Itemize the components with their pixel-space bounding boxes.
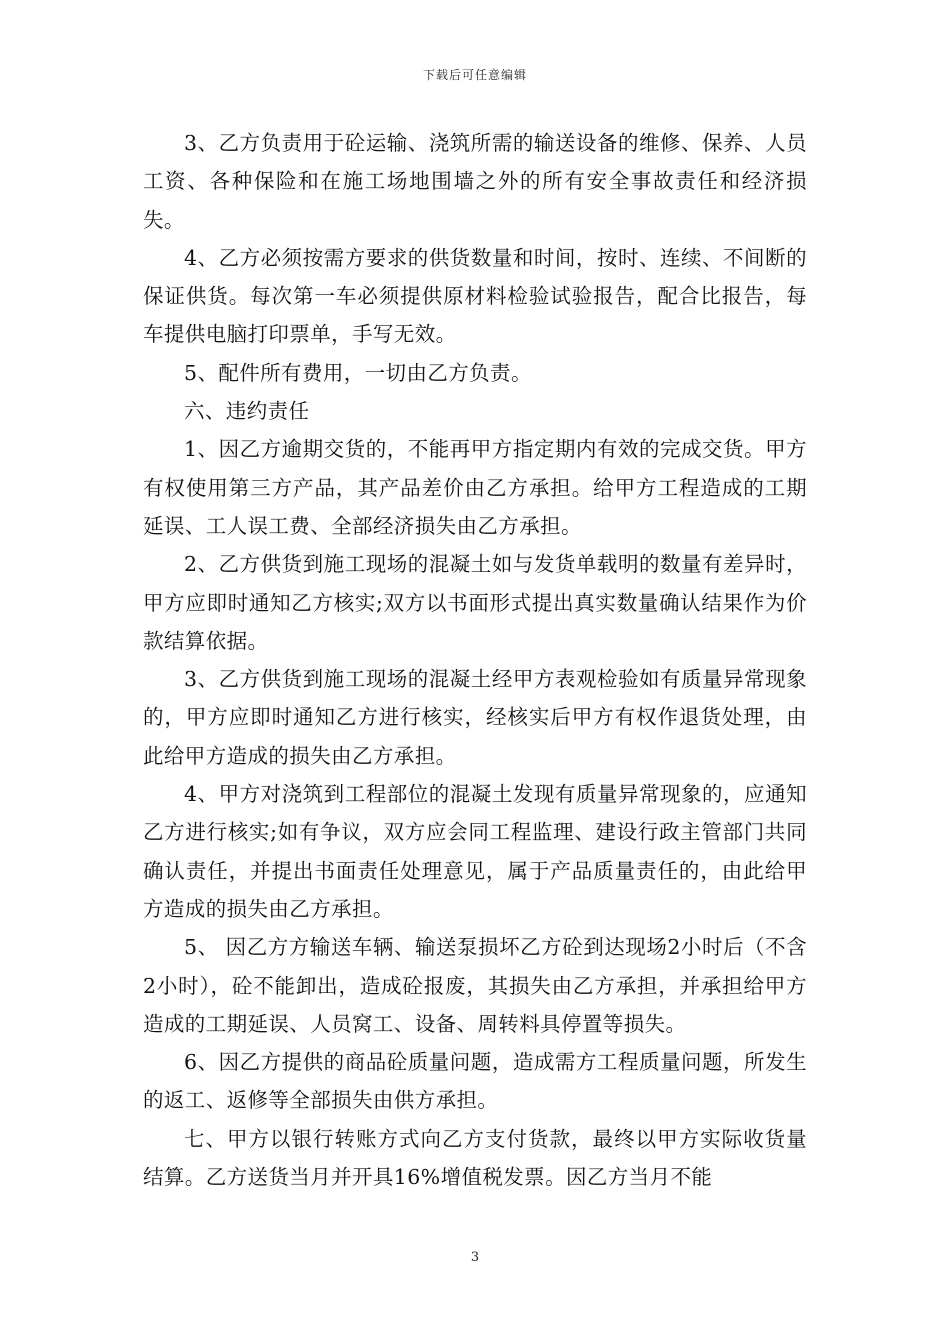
breach-clause-3-quality-inspection: 3、乙方供货到施工现场的混凝土经甲方表观检验如有质量异常现象的，甲方应即时通知乙方进行核实，经核实后甲方有权作退货处理，由此给甲方造成的损失由乙方承担。 bbox=[143, 667, 807, 768]
document-body bbox=[143, 124, 807, 1196]
clause-5-accessory-costs: 5、配件所有费用，一切由乙方负责。 bbox=[184, 360, 532, 385]
breach-clause-5-equipment-failure: 5、 因乙方方输送车辆、输送泵损坏乙方砼到达现场2小时后（不含2小时），砼不能卸出，造成砼报废，其损失由乙方承担，并承担给甲方造成的工期延误、人员窝工、设备、周转料具停置等损失。 bbox=[143, 935, 807, 1036]
section-heading-breach-liability: 六、违约责任 bbox=[184, 399, 310, 424]
page-header: 下载后可任意编辑 bbox=[422, 68, 527, 82]
section-7-payment-terms: 七、甲方以银行转账方式向乙方支付货款，最终以甲方实际收货量结算。乙方送货当月并开具16%增值税发票。因乙方当月不能 bbox=[143, 1126, 807, 1190]
breach-clause-6-quality-rework: 6、因乙方提供的商品砼质量问题，造成需方工程质量问题，所发生的返工、返修等全部损失由供方承担。 bbox=[143, 1050, 807, 1113]
clause-4-supply-requirements: 4、乙方必须按需方要求的供货数量和时间，按时、连续、不间断的保证供货。每次第一车必须提供原材料检验试验报告，配合比报告，每车提供电脑打印票单，手写无效。 bbox=[143, 245, 807, 347]
breach-clause-1-late-delivery: 1、因乙方逾期交货的，不能再甲方指定期内有效的完成交货。甲方有权使用第三方产品，其产品差价由乙方承担。给甲方工程造成的工期延误、工人误工费、全部经济损失由乙方承担。 bbox=[143, 437, 807, 538]
clause-3-equipment-maintenance: 3、乙方负责用于砼运输、浇筑所需的输送设备的维修、保养、人员工资、各种保险和在施工场地围墙之外的所有安全事故责任和经济损失。 bbox=[143, 131, 807, 232]
page-number: 3 bbox=[470, 1250, 480, 1265]
breach-clause-2-quantity-discrepancy: 2、乙方供货到施工现场的混凝土如与发货单载明的数量有差异时，甲方应即时通知乙方核实;双方以书面形式提出真实数量确认结果作为价款结算依据。 bbox=[143, 552, 807, 653]
breach-clause-4-quality-dispute: 4、甲方对浇筑到工程部位的混凝土发现有质量异常现象的，应通知乙方进行核实;如有争议，双方应会同工程监理、建设行政主管部门共同确认责任，并提出书面责任处理意见，属于产品质量责任的，由此给甲方造成的损失由乙方承担。 bbox=[143, 782, 807, 921]
